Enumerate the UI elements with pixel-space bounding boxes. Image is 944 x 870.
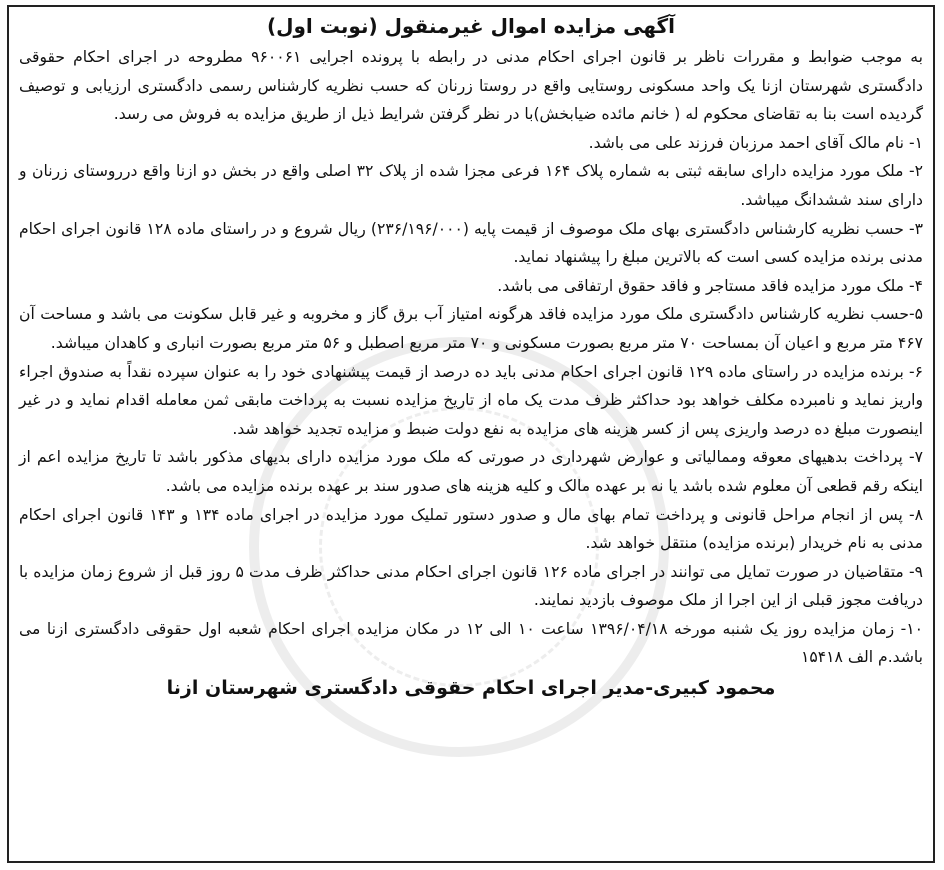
notice-title: آگهی مزایده اموال غیرمنقول (نوبت اول) — [266, 14, 676, 38]
notice-body — [9, 43, 933, 672]
notice-item-6: ۶- برنده مزایده در راستای ماده ۱۲۹ قانون اجرای احکام مدنی باید ده درصد از قیمت پیشنهادی خود را به عنوان سپرده نقداً به صندوق اجراء واریز نماید و نامبرده مکلف خواهد بود حداکثر ظرف مدت یک ماه از تاریخ مزایده نسبت به پرداخت مابقی ثمن معامله اقدام نماید و در غیر اینصورت مبلغ ده درصد واریزی پس از کسر هزینه های مزایده به نفع دولت ضبط و مزایده تجدید خواهد شد. — [19, 362, 923, 438]
notice-intro: به موجب ضوابط و مقررات ناظر بر قانون اجرای احکام مدنی در رابطه با پرونده اجرایی ۹۶۰۰۶۱ مطروحه در اجرای احکام حقوقی دادگستری شهرستان ازنا یک واحد مسکونی روستایی واقع در روستا زرنان که حسب نظریه کارشناس رسمی دادگستری ارزیابی و توصیف گردیده است بنا به تقاضای محکوم له ( خانم مائده ضیابخش)با در نظر گرفتن شرایط ذیل از طریق مزایده به فروش می رسد. — [19, 48, 923, 124]
notice-item-3: ۳- حسب نظریه کارشناس دادگستری بهای ملک موصوف از قیمت پایه (۲۳۶/۱۹۶/۰۰۰) ریال شروع و در راستای ماده ۱۲۸ قانون اجرای احکام مدنی برنده مزایده کسی است که بالاترین مبلغ را پیشنهاد نماید. — [19, 219, 923, 267]
notice-item-10: ۱۰- زمان مزایده روز یک شنبه مورخه ۱۳۹۶/۰۴/۱۸ ساعت ۱۰ الی ۱۲ در مکان مزایده اجرای احکام شعبه اول حقوقی دادگستری ازنا می باشد.م الف ۱۵۴۱۸ — [19, 619, 923, 667]
notice-frame — [7, 5, 935, 863]
notice-item-7: ۷- پرداخت بدهیهای معوقه وممالیاتی و عوارض شهرداری در صورتی که ملک مورد مزایده دارای بدیهای مذکور باشد تا تاریخ مزایده اعم از اینکه رقم قطعی آن معلوم شده باشد یا نه بر عهده مالک و کلیه هزینه های صدور سند بر عهده برنده مزایده می باشد. — [19, 448, 923, 495]
notice-item-9: ۹- متقاضیان در صورت تمایل می توانند در اجرای ماده ۱۲۶ قانون اجرای احکام مدنی حداکثر ظرف مدت ۵ روز قبل از شروع زمان مزایده با دریافت مجوز قبلی از این اجرا از ملک موصوف بازدید نمایند. — [19, 562, 923, 610]
notice-item-8: ۸- پس از انجام مراحل قانونی و پرداخت تمام بهای مال و صدور دستور تملیک مورد مزایده در اجرای ماده ۱۳۴ و ۱۴۳ قانون اجرای احکام مدنی به نام خریدار (برنده مزایده) منتقل خواهد شد. — [19, 505, 923, 553]
notice-item-5: ۵-حسب نظریه کارشناس دادگستری ملک مورد مزایده فاقد هرگونه امتیاز آب برق گاز و مخروبه و غیر قابل سکونت می باشد و مساحت آن ۴۶۷ متر مربع و اعیان آن بمساحت ۷۰ متر مربع بصورت مسکونی و ۷۰ متر مربع اصطبل و ۵۶ متر مربع بصورت انباری و کاهدان میباشد. — [19, 305, 923, 352]
notice-item-4: ۴- ملک مورد مزایده فاقد مستاجر و فاقد حقوق ارتفاقی می باشد. — [497, 276, 923, 295]
notice-item-1: ۱- نام مالک آقای احمد مرزبان فرزند علی می باشد. — [588, 133, 923, 152]
notice-signature: محمود کبیری-مدیر اجرای احکام حقوقی دادگستری شهرستان ازنا — [166, 677, 776, 700]
notice-item-2: ۲- ملک مورد مزایده دارای سابقه ثبتی به شماره پلاک ۱۶۴ فرعی مجزا شده از پلاک ۳۲ اصلی واقع در بخش دو ازنا واقع درروستای زرنان و دارای سند ششدانگ میباشد. — [19, 162, 923, 209]
